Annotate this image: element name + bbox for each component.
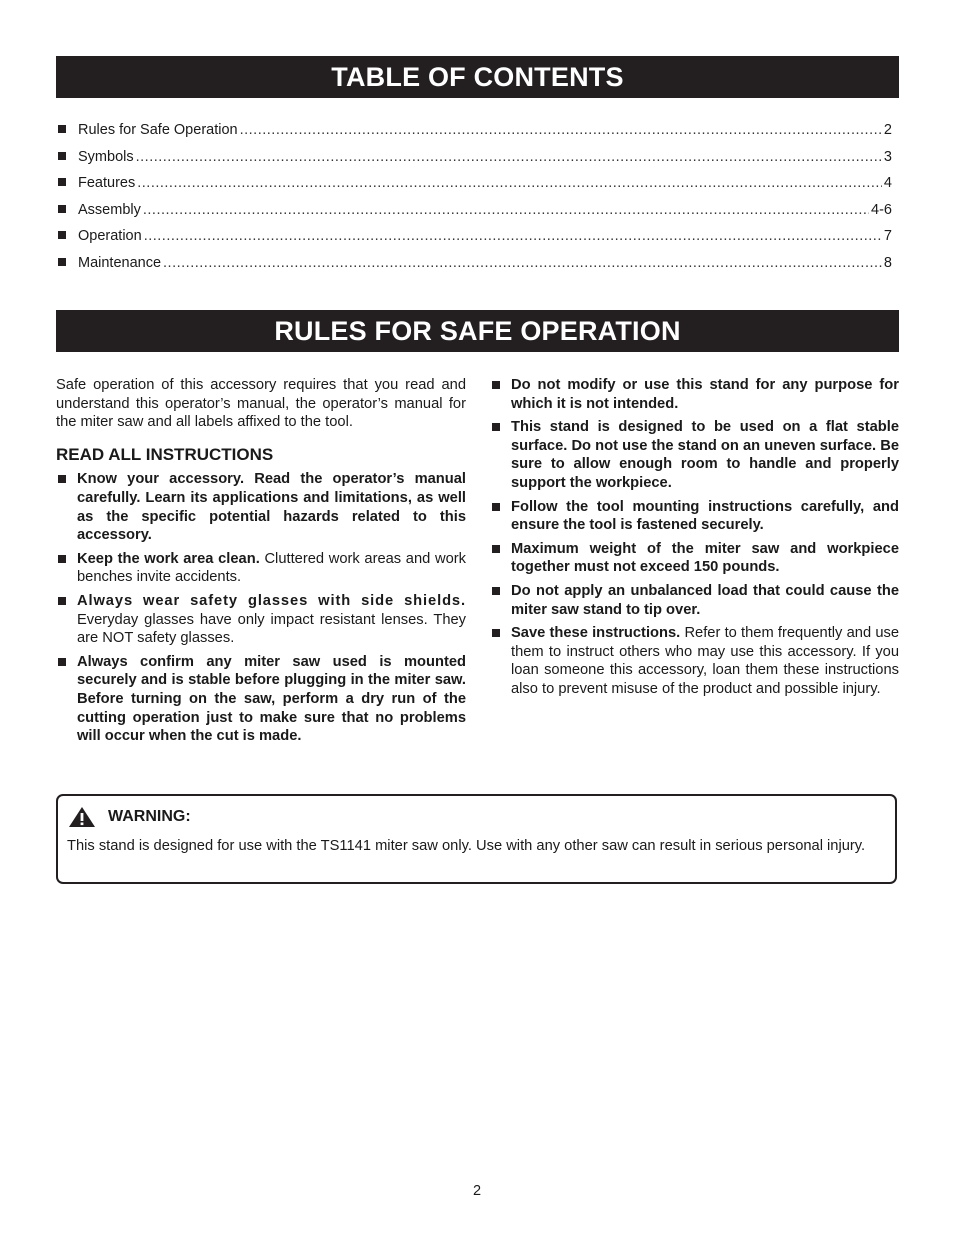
rule-bold: Know your accessory. Read the operator’s manual carefully. Learn its applications and limitations, as well as the specific potential hazards related to this accessory. xyxy=(77,471,466,544)
rule-item xyxy=(56,592,466,648)
rule-bold: Do not modify or use this stand for any purpose for which it is not intended. xyxy=(511,377,899,412)
rule-item xyxy=(490,376,899,413)
page-number: 2 xyxy=(472,1183,482,1199)
rules-left-column xyxy=(56,376,466,751)
rule-bold: Save these instructions. xyxy=(511,625,681,642)
toc-leader-dots xyxy=(136,149,882,165)
rule-item xyxy=(490,540,899,577)
warning-box xyxy=(56,794,897,884)
toc-entry-label: Symbols xyxy=(78,148,134,165)
toc-list xyxy=(56,122,892,281)
toc-entry[interactable] xyxy=(56,122,892,149)
toc-leader-dots xyxy=(137,175,882,191)
warning-triangle-icon xyxy=(68,806,96,828)
bullet-square-icon xyxy=(492,629,500,637)
toc-entry[interactable] xyxy=(56,149,892,176)
toc-entry-page: 4 xyxy=(883,175,892,191)
rule-bold: This stand is designed to be used on a flat stable surface. Do not use the stand on an uneven surface. Be sure to allow enough room to handle and properly support the workpiece. xyxy=(511,419,899,491)
bullet-square-icon xyxy=(58,205,66,213)
toc-entry-label: Assembly xyxy=(78,201,141,218)
toc-entry-label: Maintenance xyxy=(78,254,162,271)
rules-list-left xyxy=(56,470,466,745)
rule-text: Everyday glasses have only impact resistant lenses. They are NOT safety glasses. xyxy=(77,611,466,647)
bullet-square-icon xyxy=(58,152,66,160)
toc-leader-dots xyxy=(163,255,882,271)
toc-entry-label: Features xyxy=(78,175,136,191)
warning-title: WARNING: xyxy=(108,808,191,825)
bullet-square-icon xyxy=(492,587,500,595)
toc-entry[interactable] xyxy=(56,228,892,255)
toc-entry-label: Rules for Safe Operation xyxy=(78,122,238,138)
bullet-square-icon xyxy=(58,555,66,563)
rule-bold: Always wear safety glasses with side shields. xyxy=(77,592,466,609)
rule-item xyxy=(56,653,466,746)
rule-text: Cluttered work areas and work benches invite accidents. xyxy=(77,550,466,586)
rule-bold: Keep the work area clean. xyxy=(77,550,260,567)
rules-title: RULES FOR SAFE OPERATION xyxy=(56,310,899,352)
toc-entry[interactable] xyxy=(56,175,892,202)
rule-item xyxy=(490,582,899,619)
warning-text: This stand is designed for use with the TS1141 miter saw only. Use with any other saw can result in serious personal injury. xyxy=(67,838,866,854)
toc-entry-page: 4-6 xyxy=(871,201,892,218)
bullet-square-icon xyxy=(492,423,500,431)
rule-item xyxy=(490,498,899,535)
rule-item xyxy=(56,470,466,544)
toc-leader-dots xyxy=(143,202,869,218)
toc-entry-page: 3 xyxy=(883,148,892,165)
warning-header xyxy=(68,806,191,828)
bullet-square-icon xyxy=(58,231,66,239)
rule-bold: Do not apply an unbalanced load that could cause the miter saw stand to tip over. xyxy=(511,582,899,618)
bullet-square-icon xyxy=(58,658,66,666)
toc-leader-dots xyxy=(144,228,882,244)
rule-bold: Always confirm any miter saw used is mounted securely and is stable before plugging in the miter saw. Before turning on the saw, perform a dry run of the cutting operation just to make sure that no problems will occur when the cut is made. xyxy=(77,653,466,745)
bullet-square-icon xyxy=(492,503,500,511)
bullet-square-icon xyxy=(492,381,500,389)
rule-item xyxy=(56,550,466,587)
toc-entry[interactable] xyxy=(56,255,892,282)
read-all-instructions-heading: READ ALL INSTRUCTIONS xyxy=(56,444,274,464)
rule-bold: Follow the tool mounting instructions carefully, and ensure the tool is fastened securely. xyxy=(511,498,899,534)
rules-list-right xyxy=(490,376,899,699)
rule-text: Refer to them frequently and use them to instruct others who may use this accessory. If you loan someone this accessory, loan them these instructions also to prevent misuse of the product and possible injury. xyxy=(511,625,899,697)
bullet-square-icon xyxy=(58,125,66,133)
toc-entry-page: 2 xyxy=(883,122,892,138)
toc-entry-page: 7 xyxy=(883,228,892,244)
bullet-square-icon xyxy=(58,258,66,266)
toc-entry-label: Operation xyxy=(78,228,142,244)
toc-entry-page: 8 xyxy=(883,254,892,271)
bullet-square-icon xyxy=(58,178,66,186)
toc-leader-dots xyxy=(240,122,882,138)
bullet-square-icon xyxy=(58,597,66,605)
rule-bold: Maximum weight of the miter saw and workpiece together must not exceed 150 pounds. xyxy=(511,540,899,576)
toc-title: TABLE OF CONTENTS xyxy=(56,56,899,98)
rule-item xyxy=(490,418,899,492)
rules-intro: Safe operation of this accessory requires that you read and understand this operator’s manual, the operator’s manual for the miter saw and all labels affixed to the tool. xyxy=(56,377,466,431)
rule-item xyxy=(490,624,899,698)
bullet-square-icon xyxy=(58,475,66,483)
toc-entry[interactable] xyxy=(56,202,892,229)
rules-right-column xyxy=(490,376,899,704)
bullet-square-icon xyxy=(492,545,500,553)
